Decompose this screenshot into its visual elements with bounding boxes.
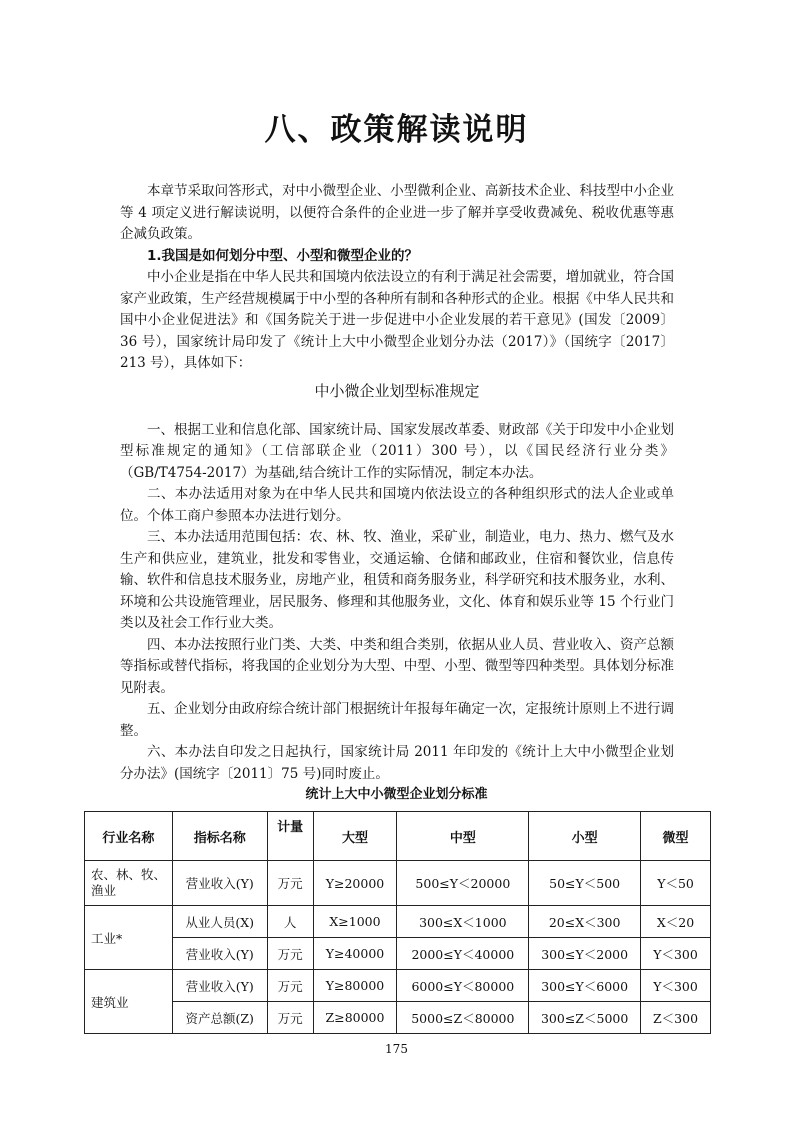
header-cell: 微型 [641, 812, 711, 861]
indicator-cell: 营业收入(Y) [172, 938, 267, 970]
medium-cell: 2000≤Y＜40000 [397, 938, 529, 970]
article-paragraph: 二、本办法适用对象为在中华人民共和国境内依法设立的各种组织形式的法人企业或单位。个体工商户参照本办法进行划分。 [120, 486, 674, 524]
section-subtitle: 中小微企业划型标准规定 [314, 381, 480, 400]
micro-cell: Y＜300 [641, 938, 711, 970]
page-title: 八、政策解读说明 [264, 112, 529, 148]
table-title: 统计上大中小微型企业划分标准 [305, 787, 488, 802]
header-cell: 计量 [267, 812, 313, 861]
micro-cell: Z＜300 [641, 1002, 711, 1034]
article-paragraph: 一、根据工业和信息化部、国家统计局、国家发展改革委、财政部《关于印发中小企业划型标准规定的通知》（工信部联企业（2011）300 号），以《国民经济行业分类》（GB/T4754-2017）为基础,结合统计工作的实际情况，制定本办法。 [120, 421, 674, 481]
header-cell: 指标名称 [172, 812, 267, 861]
question-heading: 1.我国是如何划分中型、小型和微型企业的？ [147, 247, 419, 264]
medium-cell: 6000≤Y＜80000 [397, 970, 529, 1002]
small-cell: 20≤X＜300 [529, 906, 641, 938]
page-number: 175 [385, 1042, 408, 1056]
small-cell: 50≤Y＜500 [529, 861, 641, 906]
table-row [85, 938, 711, 970]
article-paragraph: 三、本办法适用范围包括：农、林、牧、渔业，采矿业，制造业，电力、热力、燃气及水生产和供应业，建筑业，批发和零售业，交通运输、仓储和邮政业，住宿和餐饮业，信息传输、软件和信息技术服务业，房地产业，租赁和商务服务业，科学研究和技术服务业，水利、环境和公共设施管理业，居民服务、修理和其他服务业，文化、体育和娱乐业等 15 个行业门类以及社会工作行业大类。 [120, 529, 674, 631]
micro-cell: Y＜50 [641, 861, 711, 906]
small-cell: 300≤Y＜2000 [529, 938, 641, 970]
table-row [85, 906, 711, 938]
large-cell: Z≥80000 [313, 1002, 397, 1034]
header-cell: 小型 [529, 812, 641, 861]
small-cell: 300≤Z＜5000 [529, 1002, 641, 1034]
industry-cell: 建筑业 [85, 970, 173, 1034]
unit-cell: 万元 [267, 970, 313, 1002]
indicator-cell: 营业收入(Y) [172, 970, 267, 1002]
document-body [120, 181, 674, 785]
table-row [85, 1002, 711, 1034]
industry-cell: 农、林、牧、渔业 [85, 861, 173, 906]
header-cell: 中型 [397, 812, 529, 861]
table-row [85, 970, 711, 1002]
answer-paragraph: 中小企业是指在中华人民共和国境内依法设立的有利于满足社会需要，增加就业，符合国家产业政策，生产经营规模属于中小型的各种所有制和各种形式的企业。根据《中华人民共和国中小企业促进法》和《国务院关于进一步促进中小企业发展的若干意见》(国发〔2009〕36 号），国家统计局印发了《统计上大中小微型企业划分办法（2017）》（国统字〔2017〕213 号），具体如下： [120, 269, 674, 371]
unit-cell: 人 [267, 906, 313, 938]
micro-cell: Y＜300 [641, 970, 711, 1002]
classification-table [84, 811, 711, 1034]
medium-cell: 300≤X＜1000 [397, 906, 529, 938]
unit-cell: 万元 [267, 938, 313, 970]
header-cell: 行业名称 [85, 812, 173, 861]
medium-cell: 5000≤Z＜80000 [397, 1002, 529, 1034]
small-cell: 300≤Y＜6000 [529, 970, 641, 1002]
article-paragraph: 六、本办法自印发之日起执行，国家统计局 2011 年印发的《统计上大中小微型企业划分办法》(国统字〔2011〕75 号)同时废止。 [120, 744, 674, 782]
unit-cell: 万元 [267, 861, 313, 906]
medium-cell: 500≤Y＜20000 [397, 861, 529, 906]
micro-cell: X＜20 [641, 906, 711, 938]
indicator-cell: 营业收入(Y) [172, 861, 267, 906]
unit-cell: 万元 [267, 1002, 313, 1034]
large-cell: X≥1000 [313, 906, 397, 938]
indicator-cell: 从业人员(X) [172, 906, 267, 938]
large-cell: Y≥20000 [313, 861, 397, 906]
header-cell: 大型 [313, 812, 397, 861]
article-paragraph: 四、本办法按照行业门类、大类、中类和组合类别，依据从业人员、营业收入、资产总额等指标或替代指标，将我国的企业划分为大型、中型、小型、微型等四种类型。具体划分标准见附表。 [120, 636, 674, 696]
article-paragraph: 五、企业划分由政府综合统计部门根据统计年报每年确定一次，定报统计原则上不进行调整。 [120, 701, 674, 739]
table-row [85, 861, 711, 906]
table-header-row [85, 812, 711, 861]
intro-paragraph: 本章节采取问答形式，对中小微型企业、小型微利企业、高新技术企业、科技型中小企业等 4 项定义进行解读说明，以便符合条件的企业进一步了解并享受收费减免、税收优惠等惠企减负政策。 [120, 183, 674, 242]
indicator-cell: 资产总额(Z) [172, 1002, 267, 1034]
large-cell: Y≥40000 [313, 938, 397, 970]
large-cell: Y≥80000 [313, 970, 397, 1002]
industry-cell: 工业* [85, 906, 173, 970]
